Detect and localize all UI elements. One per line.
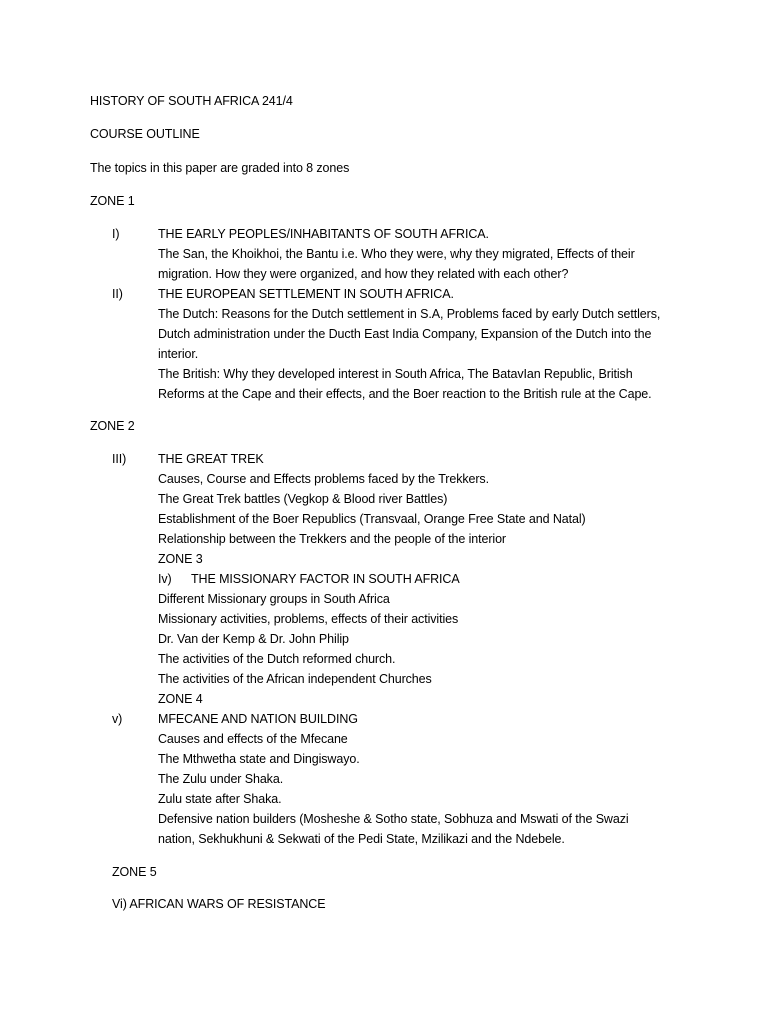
- topic-4-heading: THE MISSIONARY FACTOR IN SOUTH AFRICA: [191, 572, 460, 586]
- topic-4-line: The activities of the African independent Churches: [158, 672, 432, 686]
- document-title: HISTORY OF SOUTH AFRICA 241/4: [90, 94, 293, 108]
- topic-4-line: The activities of the Dutch reformed church.: [158, 652, 396, 666]
- topic-5-numeral: v): [112, 712, 123, 726]
- topic-2-line: The Dutch: Reasons for the Dutch settlement in S.A, Problems faced by early Dutch settlers,: [158, 307, 661, 321]
- topic-4-numeral: Iv): [158, 572, 172, 586]
- topic-1-line: The San, the Khoikhoi, the Bantu i.e. Who they were, why they migrated, Effects of their: [158, 247, 635, 261]
- topic-2-numeral: II): [112, 287, 123, 301]
- topic-3-line: The Great Trek battles (Vegkop & Blood river Battles): [158, 492, 448, 506]
- topic-4-line: Missionary activities, problems, effects of their activities: [158, 612, 459, 626]
- topic-5-line: The Mthwetha state and Dingiswayo.: [158, 752, 360, 766]
- zone-1-label: ZONE 1: [90, 194, 135, 208]
- topic-5-heading: MFECANE AND NATION BUILDING: [158, 712, 358, 726]
- zone-4-label: ZONE 4: [158, 692, 203, 706]
- zone-3-label: ZONE 3: [158, 552, 203, 566]
- topic-2-line: The British: Why they developed interest in South Africa, The BatavIan Republic, British: [158, 367, 633, 381]
- zone-2-label: ZONE 2: [90, 419, 135, 433]
- topic-2-line: Reforms at the Cape and their effects, and the Boer reaction to the British rule at the Cape.: [158, 387, 652, 401]
- topic-1-line: migration. How they were organized, and how they related with each other?: [158, 267, 569, 281]
- topic-4-line: Different Missionary groups in South Africa: [158, 592, 390, 606]
- topic-3-line: Relationship between the Trekkers and the people of the interior: [158, 532, 506, 546]
- topic-3-line: Causes, Course and Effects problems faced by the Trekkers.: [158, 472, 489, 486]
- topic-3-numeral: III): [112, 452, 127, 466]
- topic-4-line: Dr. Van der Kemp & Dr. John Philip: [158, 632, 349, 646]
- zone-5-label: ZONE 5: [112, 865, 157, 879]
- topic-2-line: interior.: [158, 347, 199, 361]
- topic-2-heading: THE EUROPEAN SETTLEMENT IN SOUTH AFRICA.: [158, 287, 454, 301]
- document-subtitle: COURSE OUTLINE: [90, 127, 200, 141]
- topic-1-heading: THE EARLY PEOPLES/INHABITANTS OF SOUTH AFRICA.: [158, 227, 489, 241]
- topic-5-line: Zulu state after Shaka.: [158, 792, 282, 806]
- topic-3-heading: THE GREAT TREK: [158, 452, 264, 466]
- topic-2-line: Dutch administration under the Ducth East India Company, Expansion of the Dutch into the: [158, 327, 652, 341]
- topic-6-heading: Vi) AFRICAN WARS OF RESISTANCE: [112, 897, 326, 911]
- topic-5-line: nation, Sekhukhuni & Sekwati of the Pedi State, Mzilikazi and the Ndebele.: [158, 832, 565, 846]
- topic-1-numeral: I): [112, 227, 120, 241]
- topic-5-line: The Zulu under Shaka.: [158, 772, 284, 786]
- topic-5-line: Defensive nation builders (Mosheshe & Sotho state, Sobhuza and Mswati of the Swazi: [158, 812, 629, 826]
- intro-text: The topics in this paper are graded into 8 zones: [90, 161, 350, 175]
- topic-3-line: Establishment of the Boer Republics (Transvaal, Orange Free State and Natal): [158, 512, 586, 526]
- topic-5-line: Causes and effects of the Mfecane: [158, 732, 348, 746]
